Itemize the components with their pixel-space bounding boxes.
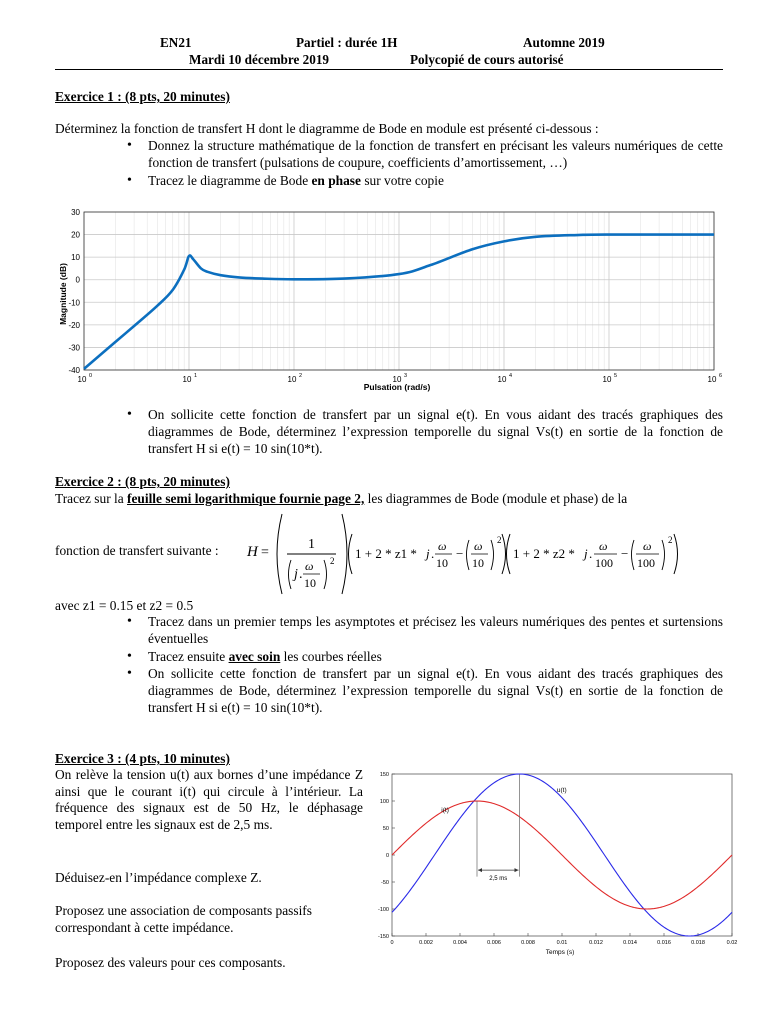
small-paren-left-1 — [289, 560, 292, 589]
ex2-bullet-2-pre: Tracez ensuite — [148, 648, 229, 664]
bode-xtick-exponent: 3 — [404, 373, 408, 379]
sine-xtick-label: 0.002 — [419, 940, 433, 946]
ex1-bullet-2-pre: Tracez le diagramme de Bode — [148, 172, 312, 188]
ex2-title: Exercice 2 : (8 pts, 20 minutes) — [55, 474, 230, 489]
bode-xtick-exponent: 1 — [194, 373, 198, 379]
formula-sq-b: 2 — [497, 535, 502, 545]
factor2-paren-right — [674, 534, 678, 574]
ex1-bullet-3-text: On sollicite cette fonction de transfert par un signal e(t). En vous aidant des tracés graphiques des diagrammes de Bode, déterminez l’expression temporelle du signal Vs(t) en sortie de la fonction de transfert H si e(t) = 10 sin(10*t). — [148, 407, 723, 456]
bode-xlabel: Pulsation (rad/s) — [363, 382, 431, 392]
sine-ytick-label: -100 — [377, 907, 389, 913]
formula-sq-a: 2 — [330, 556, 335, 566]
bode-xtick-label: 10 — [287, 375, 297, 384]
sine-ytick-label: 150 — [379, 772, 389, 778]
sine-xtick-label: 0.014 — [623, 940, 637, 946]
formula-ten-b: 10 — [436, 556, 448, 570]
formula-minus-d: − — [621, 546, 629, 561]
course-code: EN21 — [160, 35, 192, 50]
formula-dot-b: . — [431, 546, 435, 561]
transfer-function-formula — [244, 512, 704, 596]
sine-xtick-label: 0.006 — [487, 940, 501, 946]
ex2-bullet-2-bold: avec soin — [228, 648, 281, 664]
ex2-line1 — [55, 491, 723, 507]
bode-ytick-label: -10 — [68, 298, 80, 308]
ex3-paragraph-2: Déduisez-en l’impédance complexe Z. — [55, 870, 262, 885]
sine-xtick-label: 0.012 — [589, 940, 603, 946]
bode-ytick-label: 30 — [71, 208, 80, 217]
factor1-paren-right — [502, 534, 506, 574]
formula-omega-e: ω — [643, 539, 652, 553]
formula-omega-c: ω — [474, 539, 483, 553]
ex3-title: Exercice 3 : (4 pts, 10 minutes) — [55, 751, 230, 766]
ex2-sheet-reference: feuille semi logarithmique fournie page 2, — [127, 491, 365, 506]
bode-ytick-label: 0 — [75, 275, 80, 285]
formula-j-b: j — [426, 546, 430, 561]
big-paren-left — [277, 514, 282, 594]
sine-ytick-label: 50 — [382, 826, 389, 832]
bode-magnitude-chart — [48, 206, 768, 401]
bode-ytick-label: 20 — [71, 230, 80, 240]
formula-eq: = — [261, 545, 269, 560]
formula-hundred-d: 100 — [595, 556, 613, 570]
header-rule — [55, 69, 723, 70]
ex2-params: avec z1 = 0.15 et z2 = 0.5 — [55, 598, 194, 613]
bode-xtick-exponent: 5 — [614, 373, 618, 379]
factor2-paren-left — [507, 534, 511, 574]
bode-ytick-label: -20 — [68, 320, 80, 330]
formula-term-1: 1 + 2 * z1 * — [355, 546, 417, 561]
sine-label-u: u(t) — [556, 786, 567, 794]
ex1-bullet-2 — [123, 173, 723, 190]
sine-xtick-label: 0.02 — [726, 940, 738, 946]
sine-ytick-label: -150 — [377, 934, 389, 940]
ex1-bullet-1-text: Donnez la structure mathématique de la fonction de transfert en précisant les valeurs numériques de cette fonction de transfert (pulsations de coupure, coefficients d’amortissement, …) — [148, 138, 723, 170]
ex1-bullets — [123, 138, 723, 190]
formula-dot-d: . — [589, 546, 593, 561]
sine-xtick-label: 0.018 — [691, 940, 705, 946]
sine-xtick-label: 0.004 — [453, 940, 467, 946]
formula-omega-d: ω — [599, 539, 608, 553]
ex1-bullets-2 — [123, 407, 723, 458]
bode-ytick-label: 10 — [71, 253, 80, 263]
bode-ytick-label: -40 — [68, 366, 80, 375]
sine-xlabel: Temps (s) — [545, 949, 575, 956]
bode-xtick-exponent: 4 — [509, 373, 513, 379]
ex2-formula-lead: fonction de transfert suivante : — [55, 543, 219, 558]
ex3-paragraph-4: Proposez des valeurs pour ces composants. — [55, 955, 286, 970]
bode-xtick-label: 10 — [707, 375, 717, 384]
small-paren-right-1 — [324, 560, 327, 589]
formula-j: j — [294, 567, 298, 582]
bode-xtick-label: 10 — [392, 375, 402, 384]
formula-term-2: 1 + 2 * z2 * — [513, 546, 575, 561]
ex2-bullet-3-text: On sollicite cette fonction de transfert par un signal e(t). En vous aidant des tracés graphiques des diagrammes de Bode, déterminez l’expression temporelle du signal Vs(t) en sortie de la fonction de transfert H si e(t) = 10 sin(10*t). — [148, 666, 723, 715]
voltage-current-chart — [372, 766, 742, 962]
allowed-documents: Polycopié de cours autorisé — [410, 52, 564, 67]
formula-ten-a: 10 — [304, 576, 316, 590]
ex1-intro: Déterminez la fonction de transfert H dont le diagramme de Bode en module est présenté ci-dessous : — [55, 121, 599, 136]
ex2-bullet-2-post: les courbes réelles — [280, 648, 382, 664]
formula-dot: . — [299, 567, 303, 582]
sine-ytick-label: 0 — [385, 853, 389, 859]
sine-xtick-label: 0.016 — [657, 940, 671, 946]
formula-omega-a: ω — [305, 559, 314, 573]
ex2-bullet-1 — [123, 614, 723, 648]
formula-H: H — [247, 544, 258, 560]
big-paren-right — [342, 514, 347, 594]
ex1-bullet-1 — [123, 138, 723, 172]
bode-xtick-label: 10 — [182, 375, 192, 384]
sine-xtick-label: 0.008 — [521, 940, 535, 946]
sq-paren-right-d — [662, 540, 665, 570]
exam-duration: Partiel : durée 1H — [296, 35, 398, 50]
sq-paren-left-b — [467, 540, 470, 570]
ex3-paragraph-1: On relève la tension u(t) aux bornes d’une impédance Z ainsi que le courant i(t) qui circule à l’intérieur. La fréquence des signaux est de 50 Hz, le déphasage temporel entre les signaux est de 2,5 ms. — [55, 767, 363, 832]
exam-date: Mardi 10 décembre 2019 — [189, 52, 330, 67]
sine-xtick-label: 0 — [390, 940, 394, 946]
ex2-bullet-1-text: Tracez dans un premier temps les asymptotes et précisez les valeurs numériques des pentes et surtensions éventuelles — [148, 614, 723, 646]
bode-ytick-label: -30 — [68, 343, 80, 353]
sq-paren-right-b — [491, 540, 494, 570]
formula-j-d: j — [584, 546, 588, 561]
bode-xtick-exponent: 0 — [89, 373, 93, 379]
bode-xtick-label: 10 — [602, 375, 612, 384]
ex2-line1-post: les diagrammes de Bode (module et phase) de la — [364, 491, 628, 506]
bode-xtick-label: 10 — [77, 375, 87, 384]
sine-ytick-label: -50 — [381, 880, 389, 886]
sq-paren-left-d — [632, 540, 635, 570]
bode-xtick-exponent: 6 — [719, 373, 723, 379]
ex1-bullet-2-bold: en phase — [311, 172, 361, 188]
ex1-title: Exercice 1 : (8 pts, 20 minutes) — [55, 89, 230, 104]
formula-one: 1 — [308, 537, 315, 552]
formula-sq-d: 2 — [668, 535, 673, 545]
formula-ten-c: 10 — [472, 556, 484, 570]
ex1-bullet-3 — [123, 407, 723, 457]
ex2-line1-pre: Tracez sur la — [55, 491, 128, 506]
formula-hundred-e: 100 — [637, 556, 655, 570]
bode-ylabel: Magnitude (dB) — [58, 263, 68, 325]
ex1-bullet-2-post: sur votre copie — [360, 172, 444, 188]
ex2-bullet-3 — [123, 666, 723, 716]
sine-xtick-label: 0.01 — [556, 940, 568, 946]
formula-minus-b: − — [456, 546, 464, 561]
formula-omega-b: ω — [438, 539, 447, 553]
annotation-label: 2,5 ms — [489, 876, 508, 883]
ex2-bullet-2 — [123, 649, 723, 666]
exam-session: Automne 2019 — [523, 35, 605, 50]
bode-xtick-exponent: 2 — [299, 373, 303, 379]
sine-label-i: i(t) — [441, 806, 449, 814]
ex3-paragraph-3: Proposez une association de composants passifs correspondant à cette impédance. — [55, 903, 312, 935]
factor1-paren-left — [349, 534, 353, 574]
bode-xtick-label: 10 — [497, 375, 507, 384]
sine-ytick-label: 100 — [379, 799, 389, 805]
ex2-bullets — [123, 614, 723, 718]
